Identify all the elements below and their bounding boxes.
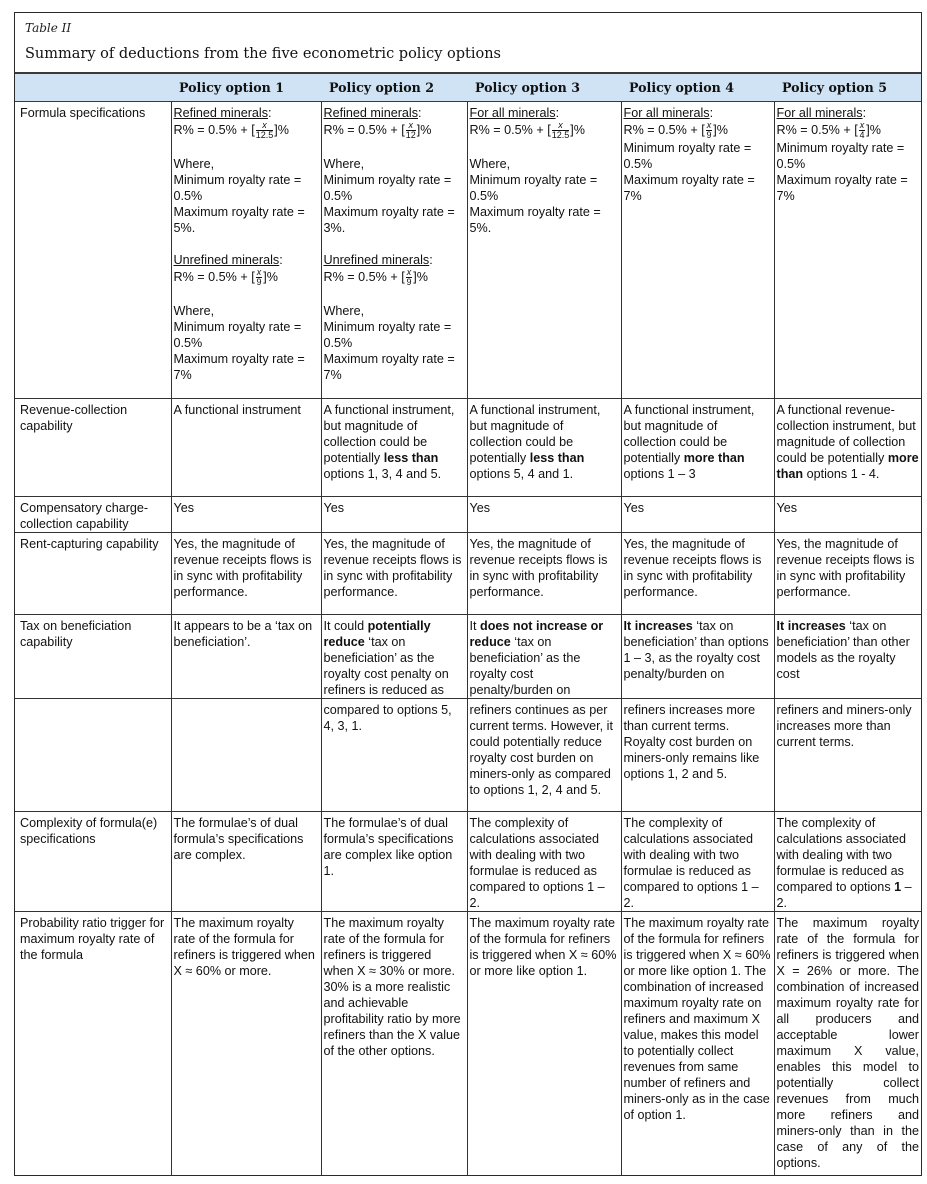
row-label: Compensatory charge-collection capability — [15, 497, 171, 533]
cell-probability-option-4: The maximum royalty rate of the formula for refiners is triggered when X ≈ 60% or more like option 1. The combination of increased maximum royalty rate on refiners and maximum X value, makes this model to potentially collect revenues from same number of refiners and miners-only as in the case of option 1. — [621, 912, 774, 1177]
cell-tax-option-5: It increases ‘tax on beneficiation’ than other models as the royalty cost — [774, 615, 921, 699]
cell-tax-cont-option-4: refiners increases more than current terms. Royalty cost burden on miners-only remains like options 1, 2 and 5. — [621, 699, 774, 812]
cell-tax-cont-option-3: refiners continues as per current terms. However, it could potentially reduce royalty cost burden on miners-only as compared to options 1, 2, 4 and 5. — [467, 699, 621, 812]
cell-complexity-option-5: The complexity of calculations associated with dealing with two formulae is reduced as compared to options 1 – 2. — [774, 812, 921, 912]
row-tax-on-beneficiation — [15, 615, 921, 699]
row-compensatory — [15, 497, 921, 533]
formula-equation: R% = 0.5% + [ $\frac{x}{12.5}$ ]% — [469, 120, 585, 140]
cell-complexity-option-1: The formulae’s of dual formula’s specifications are complex. — [171, 812, 321, 912]
formula-heading: Unrefined minerals — [323, 253, 430, 267]
cell-rent-option-4: Yes, the magnitude of revenue receipts flows is in sync with profitability performance. — [621, 533, 774, 615]
row-label-empty — [15, 699, 171, 812]
table-label: Table II — [25, 21, 72, 35]
cell-probability-option-3: The maximum royalty rate of the formula for refiners is triggered when X ≈ 60% or more like option 1. — [467, 912, 621, 1177]
row-label: Formula specifications — [15, 102, 171, 399]
cell-rent-option-5: Yes, the magnitude of revenue receipts flows is in sync with profitability performance. — [774, 533, 921, 615]
header-policy-option-1: Policy option 1 — [171, 73, 321, 102]
cell-tax-cont-option-1 — [171, 699, 321, 812]
cell-probability-option-1: The maximum royalty rate of the formula for refiners is triggered when X ≈ 60% or more. — [171, 912, 321, 1177]
cell-tax-option-3: It does not increase or reduce ‘tax on beneficiation’ as the royalty cost penalty/burden on — [467, 615, 621, 699]
row-complexity — [15, 812, 921, 912]
cell-compensatory-option-5: Yes — [774, 497, 921, 533]
row-label: Complexity of formula(e) specifications — [15, 812, 171, 912]
cell-rent-option-3: Yes, the magnitude of revenue receipts flows is in sync with profitability performance. — [467, 533, 621, 615]
table-title: Summary of deductions from the five econometric policy options — [25, 46, 501, 62]
table-frame — [14, 12, 922, 1176]
cell-rent-option-2: Yes, the magnitude of revenue receipts flows is in sync with profitability performance. — [321, 533, 467, 615]
cell-tax-option-2: It could potentially reduce ‘tax on beneficiation’ as the royalty cost penalty on refiners is reduced as — [321, 615, 467, 699]
row-formula-specifications — [15, 102, 921, 399]
formula-heading: For all minerals — [469, 106, 556, 120]
cell-revenue-option-3: A functional instrument, but magnitude of collection could be potentially less than options 5, 4 and 1. — [467, 399, 621, 497]
cell-formula-option-5: For all minerals: R% = 0.5% + [ $\frac{x}{4}$ ]% Minimum royalty rate = 0.5% Maximum royalty rate = 7% — [774, 102, 921, 399]
row-label: Revenue-collection capability — [15, 399, 171, 497]
formula-heading: Unrefined minerals — [173, 253, 280, 267]
header-policy-option-2: Policy option 2 — [321, 73, 467, 102]
cell-revenue-option-4: A functional instrument, but magnitude of collection could be potentially more than options 1 – 3 — [621, 399, 774, 497]
formula-equation: R% = 0.5% + [ $\frac{x}{9}$ ]% — [623, 120, 728, 140]
cell-formula-option-1: Refined minerals: R% = 0.5% + [ $\frac{x}{12.5}$ ]% Where, Minimum royalty rate = 0.5% Maximum royalty rate = 5%. Unrefined minerals: R% = 0.5% + [ $\frac{x}{9}$ ]% Where, Minimum royalty rate = 0.5% Maximum royalty rate = 7% — [171, 102, 321, 399]
formula-equation: R% = 0.5% + [ $\frac{x}{12.5}$ ]% — [173, 120, 289, 140]
cell-probability-option-5: The maximum royalty rate of the formula for refiners is triggered when X = 26% or more. The combination of increased maximum royalty rate for all producers and acceptable lower maximum X value, enables this model to potentially collect revenues from much more refiners and miners-only than in the case of any of the options. — [774, 912, 921, 1177]
deductions-table — [15, 72, 921, 1176]
cell-compensatory-option-3: Yes — [467, 497, 621, 533]
cell-complexity-option-3: The complexity of calculations associated with dealing with two formulae is reduced as compared to options 1 – 2. — [467, 812, 621, 912]
cell-complexity-option-4: The complexity of calculations associated with dealing with two formulae is reduced as compared to options 1 – 2. — [621, 812, 774, 912]
formula-heading: For all minerals — [776, 106, 863, 120]
row-tax-continuation — [15, 699, 921, 812]
row-rent-capturing — [15, 533, 921, 615]
cell-tax-option-4: It increases ‘tax on beneficiation’ than options 1 – 3, as the royalty cost penalty/burden on — [621, 615, 774, 699]
row-label: Probability ratio trigger for maximum royalty rate of the formula — [15, 912, 171, 1177]
formula-equation: R% = 0.5% + [ $\frac{x}{9}$ ]% — [323, 267, 428, 287]
header-empty — [15, 73, 171, 102]
cell-complexity-option-2: The formulae’s of dual formula’s specifications are complex like option 1. — [321, 812, 467, 912]
formula-heading: Refined minerals — [323, 106, 418, 120]
formula-equation: R% = 0.5% + [ $\frac{x}{12}$ ]% — [323, 120, 432, 140]
cell-compensatory-option-2: Yes — [321, 497, 467, 533]
cell-revenue-option-2: A functional instrument, but magnitude of collection could be potentially less than options 1, 3, 4 and 5. — [321, 399, 467, 497]
cell-rent-option-1: Yes, the magnitude of revenue receipts flows is in sync with profitability performance. — [171, 533, 321, 615]
formula-heading: Refined minerals — [173, 106, 268, 120]
cell-revenue-option-1: A functional instrument — [171, 399, 321, 497]
header-policy-option-4: Policy option 4 — [621, 73, 774, 102]
cell-compensatory-option-1: Yes — [171, 497, 321, 533]
cell-revenue-option-5: A functional revenue-collection instrument, but magnitude of collection could be potentially more than options 1 - 4. — [774, 399, 921, 497]
cell-formula-option-4: For all minerals: R% = 0.5% + [ $\frac{x}{9}$ ]% Minimum royalty rate = 0.5% Maximum royalty rate = 7% — [621, 102, 774, 399]
row-probability-ratio — [15, 912, 921, 1177]
header-policy-option-5: Policy option 5 — [774, 73, 921, 102]
formula-heading: For all minerals — [623, 106, 710, 120]
row-label: Rent-capturing capability — [15, 533, 171, 615]
cell-probability-option-2: The maximum royalty rate of the formula for refiners is triggered when X ≈ 30% or more. 30% is a more realistic and achievable profitability ratio by more refiners than the X value of the other options. — [321, 912, 467, 1177]
cell-formula-option-3: For all minerals: R% = 0.5% + [ $\frac{x}{12.5}$ ]% Where, Minimum royalty rate = 0.5% Maximum royalty rate = 5%. — [467, 102, 621, 399]
cell-formula-option-2: Refined minerals: R% = 0.5% + [ $\frac{x}{12}$ ]% Where, Minimum royalty rate = 0.5% Maximum royalty rate = 3%. Unrefined minerals: R% = 0.5% + [ $\frac{x}{9}$ ]% Where, Minimum royalty rate = 0.5% Maximum royalty rate = 7% — [321, 102, 467, 399]
header-policy-option-3: Policy option 3 — [467, 73, 621, 102]
header-row — [15, 73, 921, 102]
row-revenue-collection — [15, 399, 921, 497]
cell-compensatory-option-4: Yes — [621, 497, 774, 533]
formula-equation: R% = 0.5% + [ $\frac{x}{9}$ ]% — [173, 267, 278, 287]
row-label: Tax on beneficiation capability — [15, 615, 171, 699]
formula-equation: R% = 0.5% + [ $\frac{x}{4}$ ]% — [776, 120, 881, 140]
cell-tax-option-1: It appears to be a ‘tax on beneficiation’. — [171, 615, 321, 699]
cell-tax-cont-option-5: refiners and miners-only increases more than current terms. — [774, 699, 921, 812]
cell-tax-cont-option-2: compared to options 5, 4, 3, 1. — [321, 699, 467, 812]
